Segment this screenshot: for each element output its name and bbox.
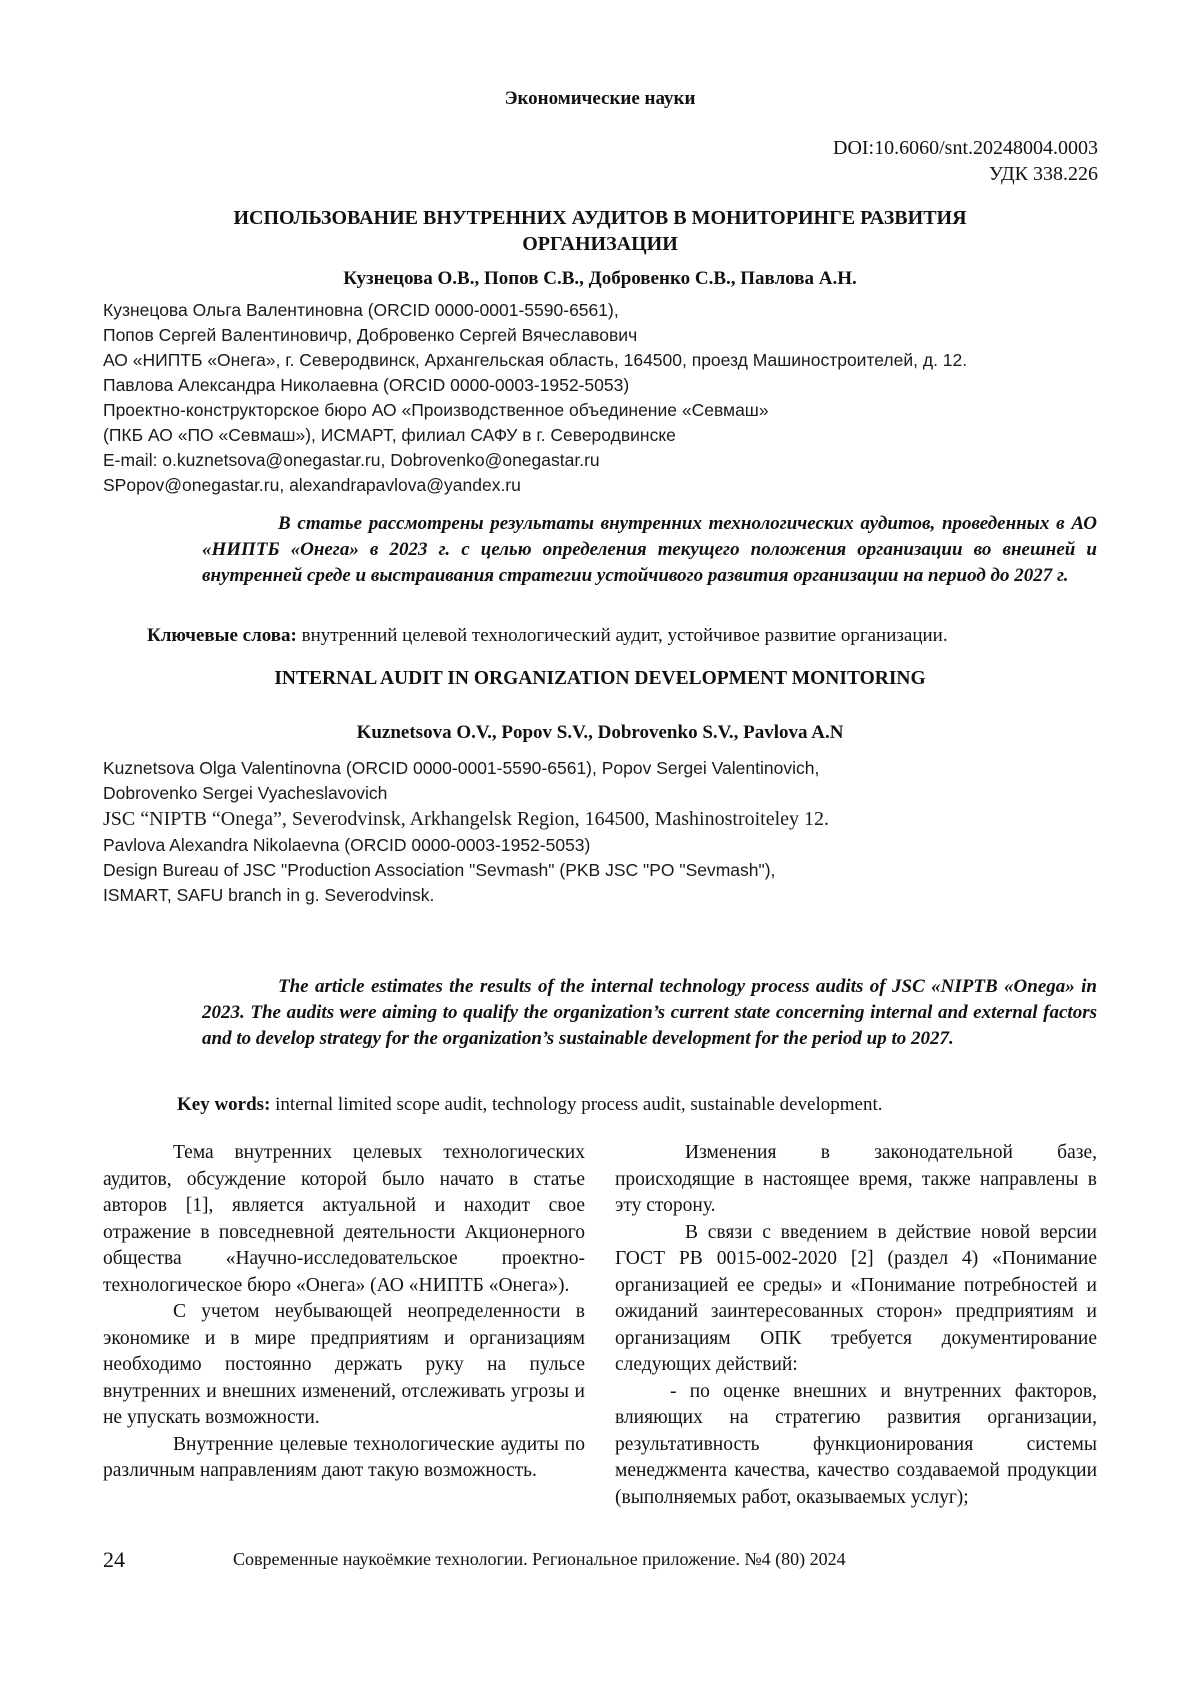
body-paragraph: Изменения в законодательной базе, происходящие в настоящее время, также направлены в эту сторону. [615, 1142, 1097, 1216]
title-ru-line2: ОРГАНИЗАЦИИ [522, 233, 678, 255]
doi[interactable]: DOI:10.6060/snt.20248004.0003 [833, 137, 1098, 159]
keywords-en-label: Key words: [177, 1094, 271, 1115]
body-paragraph: Внутренние целевые технологические аудиты по различным направлениям дают такую возможность. [103, 1433, 585, 1481]
affiliation-ru-line: (ПКБ АО «ПО «Севмаш»), ИСМАРТ, филиал САФУ в г. Северодвинске [103, 425, 676, 445]
authors-ru: Кузнецова О.В., Попов С.В., Добровенко С.В., Павлова А.Н. [343, 268, 857, 289]
affiliation-en-line: ISMART, SAFU branch in g. Severodvinsk. [103, 885, 435, 905]
body-paragraph: Тема внутренних целевых технологических аудитов, обсуждение которой было начато в статье авторов [1], является актуальной и находит свое отражение в повседневной деятельности Акционерного общества «Научно-исследовательское проектно-технологическое бюро «Онега» (АО «НИПТБ «Онега»). [103, 1142, 585, 1296]
keywords-en [177, 1094, 882, 1116]
abstract-en: The article estimates the results of the internal technology process audits of JSC «NIPTB «Onega» in 2023. The audits were aiming to qualify the organization’s current state concerning internal and external factors and to develop strategy for the organization’s sustainable development for the period up to 2027. [202, 976, 1097, 1049]
abstract-ru: В статье рассмотрены результаты внутренних технологических аудитов, проведенных в АО «НИПТБ «Онега» в 2023 г. с целью определения текущего положения организации во внешней и внутренней среде и выстраивания стратегии устойчивого развития организации на период до 2027 г. [202, 513, 1097, 586]
affiliation-en-line: Design Bureau of JSC "Production Association "Sevmash" (PKB JSC "PO "Sevmash"), [103, 860, 776, 880]
list-item: - по оценке внешних и внутренних факторов, влияющих на стратегию развития организации, результативность функционирования системы менеджмента качества, качество создаваемой продукции (выполняемых работ, оказываемых услуг); [615, 1380, 1097, 1508]
title-ru-line1: ИСПОЛЬЗОВАНИЕ ВНУТРЕННИХ АУДИТОВ В МОНИТОРИНГЕ РАЗВИТИЯ [233, 207, 967, 229]
affiliation-ru-line: АО «НИПТБ «Онега», г. Северодвинск, Архангельская область, 164500, проезд Машиностроителей, д. 12. [103, 350, 968, 370]
body-column-left [103, 1140, 585, 1485]
affiliation-en [103, 756, 1103, 908]
body-paragraph: С учетом неубывающей неопределенности в экономике и в мире предприятиям и организациям необходимо постоянно держать руку на пульсе внутренних и внешних изменений, отслеживать угрозы и не упускать возможности. [103, 1301, 585, 1428]
affiliation-ru-line: Попов Сергей Валентиновичр, Добровенко Сергей Вячеславович [103, 325, 638, 345]
affiliation-en-line: Kuznetsova Olga Valentinovna (ORCID 0000-0001-5590-6561), Popov Sergei Valentinovich, [103, 758, 820, 778]
title-ru [150, 205, 1050, 257]
journal-footer: Современные наукоёмкие технологии. Региональное приложение. №4 (80) 2024 [233, 1549, 846, 1569]
body-column-right [615, 1140, 1097, 1511]
keywords-en-text: internal limited scope audit, technology process audit, sustainable development. [270, 1094, 883, 1115]
body-paragraph: В связи с введением в действие новой версии ГОСТ РВ 0015-002-2020 [2] (раздел 4) «Понимание организацией ее среды» и «Понимание потребностей и ожиданий заинтересованных сторон» предприятиям и организациям ОПК требуется документирование следующих действий: [615, 1221, 1097, 1375]
affiliation-ru [103, 298, 1103, 498]
affiliation-ru-line: Проектно-конструкторское бюро АО «Производственное объединение «Севмаш» [103, 400, 769, 420]
page-number: 24 [103, 1547, 125, 1572]
keywords-ru [147, 625, 948, 647]
udk: УДК 338.226 [988, 163, 1098, 185]
affiliation-ru-line: Кузнецова Ольга Валентиновна (ORCID 0000-0001-5590-6561), [103, 300, 619, 320]
authors-en: Kuznetsova O.V., Popov S.V., Dobrovenko S.V., Pavlova A.N [356, 722, 844, 743]
email-line: SPopov@onegastar.ru, alexandrapavlova@yandex.ru [103, 475, 521, 495]
affiliation-ru-line: Павлова Александра Николаевна (ORCID 0000-0003-1952-5053) [103, 375, 630, 395]
keywords-ru-label: Ключевые слова: [147, 625, 297, 646]
affiliation-en-line: JSC “NIPTB “Onega”, Severodvinsk, Arkhangelsk Region, 164500, Mashinostroiteley 12. [103, 808, 830, 830]
title-en: INTERNAL AUDIT IN ORGANIZATION DEVELOPMENT MONITORING [274, 668, 926, 689]
email-line: E-mail: o.kuznetsova@onegastar.ru, Dobrovenko@onegastar.ru [103, 450, 600, 470]
affiliation-en-line: Dobrovenko Sergei Vyacheslavovich [103, 783, 388, 803]
article-identifiers [833, 135, 1098, 187]
affiliation-en-line: Pavlova Alexandra Nikolaevna (ORCID 0000-0003-1952-5053) [103, 835, 591, 855]
keywords-ru-text: внутренний целевой технологический аудит, устойчивое развитие организации. [296, 625, 948, 646]
section-title: Экономические науки [504, 88, 696, 109]
